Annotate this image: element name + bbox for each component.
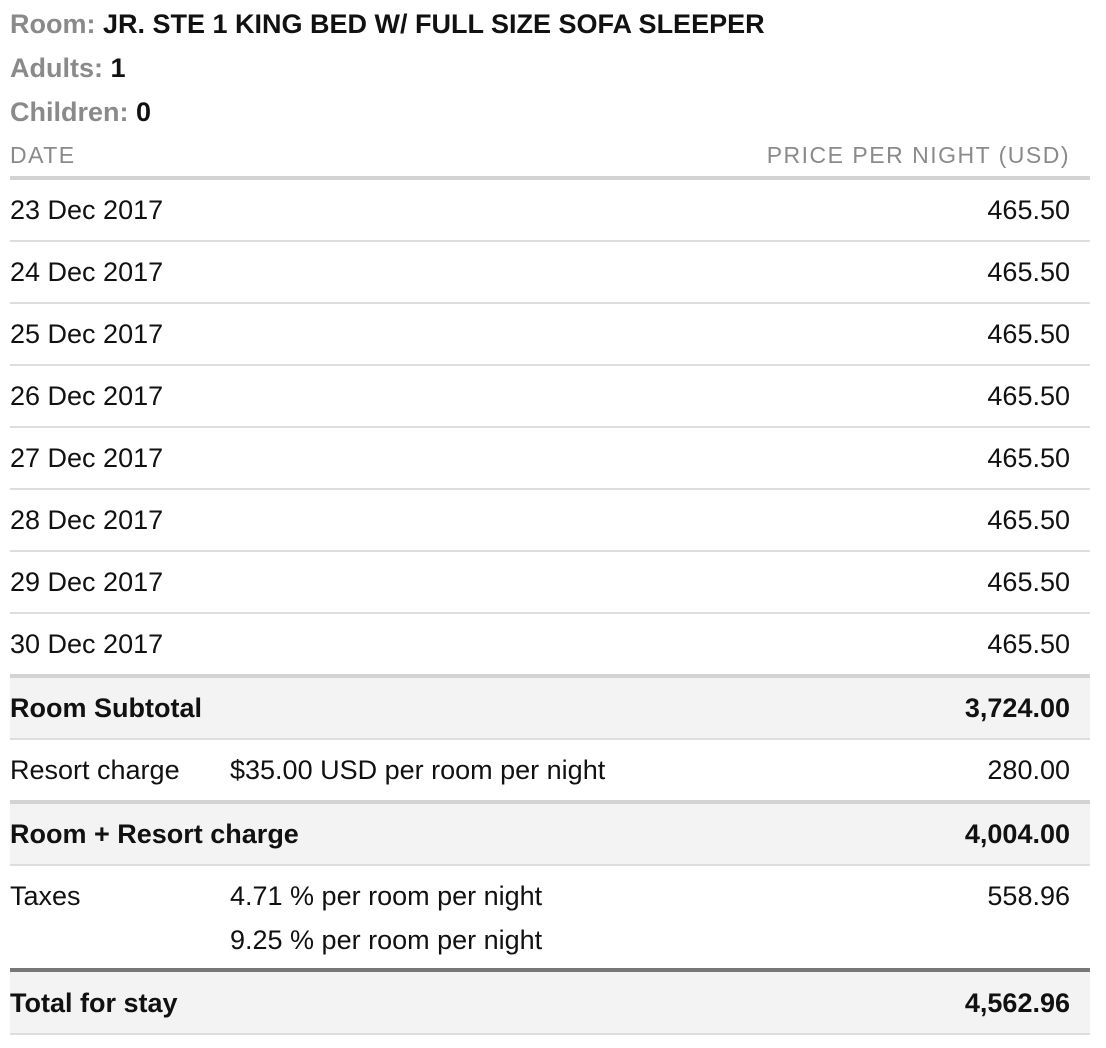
night-price: 465.50: [987, 629, 1070, 659]
children-label: Children:: [10, 97, 129, 127]
night-date: 24 Dec 2017: [10, 257, 164, 287]
night-price: 465.50: [987, 443, 1070, 473]
tax-rate-1: 4.71 % per room per night: [230, 881, 543, 911]
room-resort-amount: 4,004.00: [964, 819, 1070, 849]
resort-charge-detail: $35.00 USD per room per night: [230, 755, 606, 785]
table-row: [10, 428, 1090, 490]
night-date: 23 Dec 2017: [10, 195, 164, 225]
resort-charge-amount: 280.00: [987, 755, 1070, 785]
night-date: 28 Dec 2017: [10, 505, 164, 535]
resort-charge-row: [10, 740, 1090, 804]
resort-charge-label: Resort charge: [10, 755, 180, 785]
total-amount: 4,562.96: [964, 988, 1070, 1018]
table-row: [10, 552, 1090, 614]
night-price: 465.50: [987, 195, 1070, 225]
room-resort-total-row: [10, 804, 1090, 866]
night-date: 29 Dec 2017: [10, 567, 164, 597]
table-header: [10, 134, 1090, 180]
table-row: [10, 614, 1090, 678]
children-line: [10, 90, 1090, 134]
table-row: [10, 242, 1090, 304]
night-date: 30 Dec 2017: [10, 629, 164, 659]
room-resort-label: Room + Resort charge: [10, 819, 299, 849]
column-header-price: PRICE PER NIGHT (USD): [766, 142, 1070, 168]
adults-label: Adults:: [10, 53, 103, 83]
room-label: Room:: [10, 9, 96, 39]
taxes-amount: 558.96: [987, 881, 1070, 911]
night-price: 465.50: [987, 319, 1070, 349]
room-value: JR. STE 1 KING BED W/ FULL SIZE SOFA SLEEPER: [103, 9, 765, 39]
night-price: 465.50: [987, 567, 1070, 597]
night-price: 465.50: [987, 505, 1070, 535]
rate-breakdown: [10, 0, 1090, 1035]
tax-rate-2: 9.25 % per room per night: [230, 925, 543, 955]
night-date: 27 Dec 2017: [10, 443, 164, 473]
night-price: 465.50: [987, 257, 1070, 287]
room-subtotal-label: Room Subtotal: [10, 693, 202, 723]
night-date: 25 Dec 2017: [10, 319, 164, 349]
taxes-row: [10, 866, 1090, 972]
room-subtotal-row: [10, 678, 1090, 740]
room-subtotal-amount: 3,724.00: [964, 693, 1070, 723]
adults-value: 1: [110, 53, 126, 83]
column-header-date: DATE: [10, 142, 76, 168]
room-line: [10, 2, 1090, 46]
children-value: 0: [136, 97, 152, 127]
total-label: Total for stay: [10, 988, 178, 1018]
night-date: 26 Dec 2017: [10, 381, 164, 411]
adults-line: [10, 46, 1090, 90]
table-row: [10, 490, 1090, 552]
total-for-stay-row: [10, 972, 1090, 1035]
night-price: 465.50: [987, 381, 1070, 411]
taxes-label: Taxes: [10, 881, 81, 911]
table-row: [10, 304, 1090, 366]
table-row: [10, 180, 1090, 242]
table-row: [10, 366, 1090, 428]
